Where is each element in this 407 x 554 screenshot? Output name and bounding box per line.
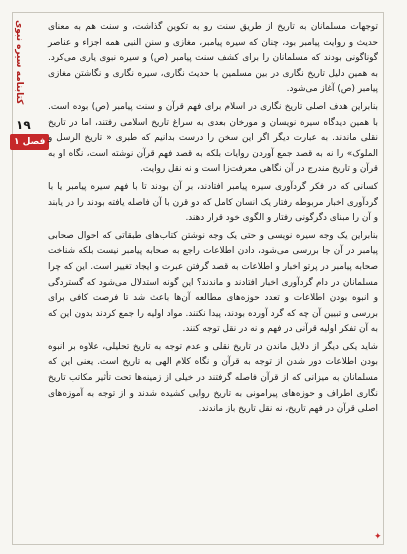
paragraph: شاید یکی دیگر از دلایل ماندن در تاریخ نقلی و عدم توجه به تاریخ تحلیلی، علاوه بر انبوه بودن اطلاعات دور شدن از توجه به قرآن و نگاه کلام الهی به تاریخ است. یعنی این که مسلمانان به میزانی که از قرآن فاصله گرفتند در خیلی از زمینه‌ها تحت تأثیر مکاتب تاریخ نگاری اطراف و حوزه‌های پیرامونی به تاریخ روایی کشیده شدند و از توجه به آموزه‌های اصلی قرآن در فهم تاریخ، نه نقل تاریخ باز ماندند.: [48, 341, 378, 415]
paragraph: بنابراین هدف اصلی تاریخ نگاری در اسلام برای فهم قرآن و سنت پیامبر (ص) بوده است. با همین دیدگاه سیره نویسان و مورخان بعدی به سراغ تاریخ اسلامی رفتند، اما در تاریخ نقلی ماندند. به عبارت دیگر اگر این سخن را درست بدانیم که طبری « تاریخ الرسل و الملوک» را نه به قصد جمع آوردن روایات بلکه به قصد فهم قرآن نوشته است، نگاه او به قرآن و تاریخ مندرج در آن نگاهی معرفت‌زا است و نه نقل روایت.: [48, 101, 378, 175]
star-icon: ✦: [374, 532, 382, 542]
paragraph: کسانی که در فکر گردآوری سیره پیامبر افتادند، بر آن بودند تا با فهم سیره پیامبر یا با گردآوری اخبار مربوطه رفتار یک انسان کامل که دو قرن با آن فاصله یافته بودند را در یابند و آن را مبنای دگرگونی رفتار و الگوی خود قرار دهند.: [48, 181, 378, 224]
running-title: کتابنامه سیره نبوی: [14, 20, 24, 105]
body-text: [48, 20, 378, 418]
paragraph: بنابراین یک وجه سیره نویسی و حتی یک وجه نوشتن کتاب‌های طبقاتی که احوال صحابی پیامبر در آن جا بررسی می‌شود، دادن اطلاعات راجع به صحابه پیامبر نیست بلکه شناخت صحابه پیامبر در پرتو اخبار و اطلاعات به قصد گرفتن عبرت و ایجاد تغییر است. این که چرا مسلمانان در دام گردآوری اخبار افتادند و ماندند؟ این گونه استدلال می‌شود که گستردگی و انبوه بودن اطلاعات و تعدد حوزه‌های مطالعه آن‌ها باعث شد تا فرصت کافی برای بررسی و تبیین آن چه که گرد آورده بودند، پیدا نکنند. مواد اولیه را جمع کردند بدون این که به آن تفکر اولیه قرآنی در فهم و نه در نقل توجه کنند.: [48, 230, 378, 335]
chapter-tab: فصل ۱: [10, 134, 49, 150]
page-number: ۱۹: [16, 118, 31, 132]
paragraph: توجهات مسلمانان به تاریخ از طریق سنت رو به تکوین گذاشت، و سنت هم به معنای حدیث و روایت پیامبر بود، چنان که سیره پیامبر، مغازی و سنن النبی همه اجزاء و عناصر گوناگونی بودند که مسلمانان را برای کشف سنت پیامبر (ص) و سیره نبوی یاری می‌کرد. به همین دلیل تاریخ نگاری در بین مسلمین با حدیث نگاری، سیره نگاری و نگاشتن مغازی پیامبر (ص) آغاز می‌شود.: [48, 22, 378, 95]
